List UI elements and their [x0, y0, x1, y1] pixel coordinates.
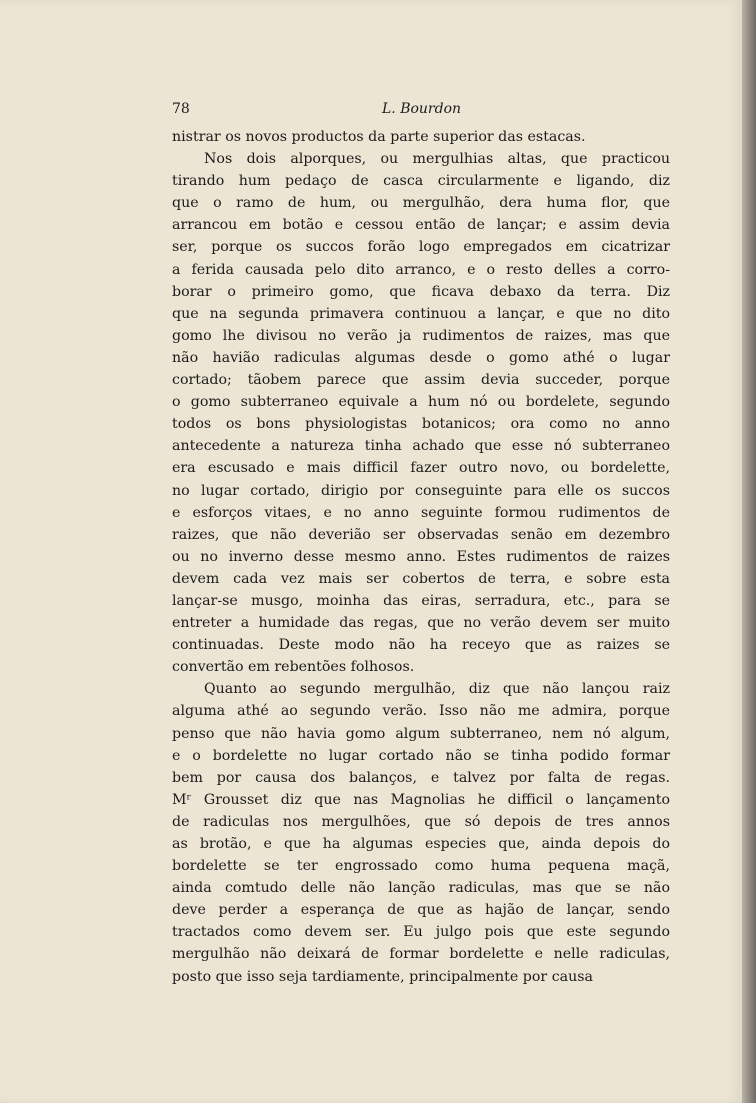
text-line: todos os bons physiologistas botanicos; ora como no anno: [172, 416, 670, 433]
text-line: e o bordelette no lugar cortado não se tinha podido formar: [172, 747, 670, 764]
text-line: o gomo subterraneo equivale a hum nó ou bordelete, segundo: [172, 394, 670, 411]
text-line: que o ramo de hum, ou mergulhão, dera huma flor, que: [172, 195, 670, 212]
text-line: não havião radiculas algumas desde o gomo athé o lugar: [172, 349, 670, 366]
text-line: Quanto ao segundo mergulhão, diz que não lançou raiz: [204, 681, 670, 698]
text-line: devem cada vez mais ser cobertos de terra, e sobre esta: [172, 570, 670, 587]
page-number: 78: [172, 101, 190, 117]
text-line: antecedente a natureza tinha achado que esse nó subterraneo: [172, 438, 670, 455]
text-line: convertão em rebentões folhosos.: [172, 659, 415, 676]
text-line: Mʳ Grousset diz que nas Magnolias he difficil o lançamento: [172, 791, 670, 808]
running-head: L. Bourdon: [382, 101, 462, 117]
text-line: a ferida causada pelo dito arranco, e o resto delles a corro-: [172, 261, 670, 278]
text-line: lançar-se musgo, moinha das eiras, serradura, etc., para se: [172, 592, 670, 609]
text-line: continuadas. Deste modo não ha receyo que as raizes se: [172, 637, 670, 654]
text-line: bem por causa dos balanços, e talvez por falta de regas.: [172, 769, 670, 786]
text-line: Nos dois alporques, ou mergulhias altas, que practicou: [204, 151, 670, 168]
text-line: gomo lhe divisou no verão ja rudimentos de raizes, mas que: [172, 327, 670, 344]
text-line: alguma athé ao segundo verão. Isso não me admira, porque: [172, 703, 670, 720]
body-text: [172, 126, 670, 988]
text-line: tirando hum pedaço de casca circularmente e ligando, diz: [172, 173, 670, 190]
text-line: ser, porque os succos forão logo empregados em cicatrizar: [172, 239, 670, 256]
text-line: tractados como devem ser. Eu julgo pois que este segundo: [172, 924, 670, 941]
text-line: que na segunda primavera continuou a lançar, e que no dito: [172, 305, 670, 322]
text-line: as brotão, e que ha algumas especies que, ainda depois do: [172, 836, 670, 852]
text-line: de radiculas nos mergulhões, que só depois de tres annos: [172, 813, 670, 830]
text-line: cortado; tãobem parece que assim devia succeder, porque: [172, 372, 670, 389]
text-line: entreter a humidade das regas, que no verão devem ser muito: [172, 615, 670, 632]
text-line: borar o primeiro gomo, que ficava debaxo da terra. Diz: [172, 283, 670, 300]
text-line: posto que isso seja tardiamente, principalmente por causa: [172, 968, 593, 985]
text-line: arrancou em botão e cessou então de lançar; e assim devia: [172, 217, 670, 234]
text-line: deve perder a esperança de que as hajão de lançar, sendo: [172, 902, 670, 919]
text-line: era escusado e mais difficil fazer outro novo, ou bordelette,: [172, 460, 670, 477]
text-line: penso que não havia gomo algum subterraneo, nem nó algum,: [172, 725, 670, 742]
text-line: mergulhão não deixará de formar bordelette e nelle radiculas,: [172, 946, 670, 963]
text-line: raizes, que não deverião ser observadas senão em dezembro: [172, 526, 670, 543]
text-line: ainda comtudo delle não lanção radiculas, mas que se não: [172, 880, 670, 897]
page-edge-shadow: [742, 0, 756, 1103]
text-line: nistrar os novos productos da parte superior das estacas.: [172, 129, 586, 145]
text-line: e esforços vitaes, e no anno seguinte formou rudimentos de: [172, 504, 670, 521]
page-header: [172, 101, 670, 121]
text-line: no lugar cortado, dirigio por conseguinte para elle os succos: [172, 482, 670, 499]
text-line: bordelette se ter engrossado como huma pequena maçã,: [172, 858, 670, 875]
text-line: ou no inverno desse mesmo anno. Estes rudimentos de raizes: [172, 548, 670, 565]
